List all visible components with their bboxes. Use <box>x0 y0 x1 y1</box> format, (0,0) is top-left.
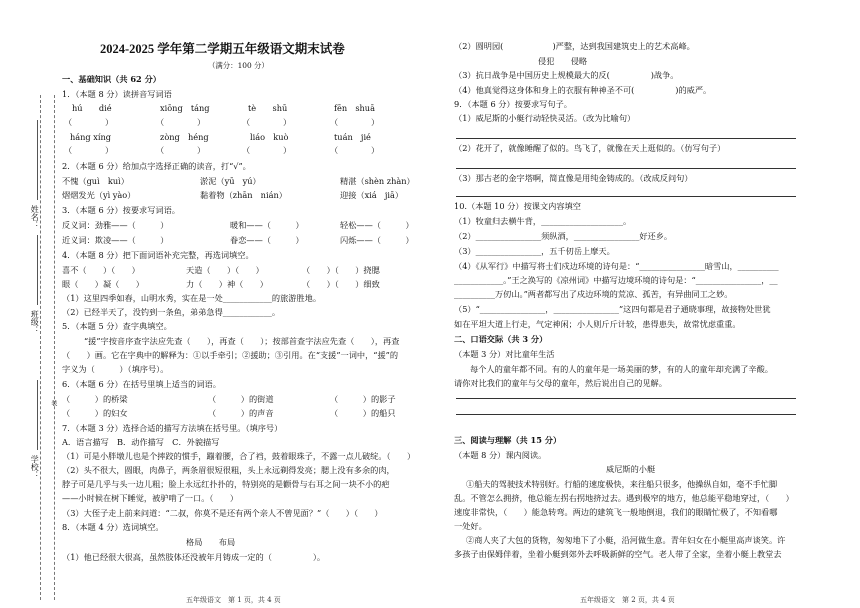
q9-item: （3）那古老的金字塔啊，简直像是用纯金铸成的。（改成反问句） <box>454 173 693 183</box>
q2-prompt: 2．（本题 6 分）给加点字选择正确的读音，打“√”。 <box>62 161 251 171</box>
q4-prompt: 4．（本题 8 分）把下面词语补充完整，再选词填空。 <box>62 250 254 260</box>
q3-item[interactable]: 闪烁——（ ） <box>340 235 414 245</box>
reading-prompt: （本题 8 分）课内阅读。 <box>454 450 547 460</box>
full-score: （满分：100 分） <box>208 61 269 70</box>
q2-item[interactable]: 不愧（guì kuì） <box>62 176 129 186</box>
q4-item[interactable]: 喜不（ ）（ ） <box>62 265 140 275</box>
q8-item[interactable]: （2）圆明园( )严整，达到我国建筑史上的艺术高峰。 <box>454 41 695 51</box>
reading-paragraph: 一处好。 <box>454 521 487 531</box>
q8-word-options: 侵犯 侵略 <box>538 56 588 66</box>
reading-paragraph: 多孩子由保姆伴着，坐着小艇到郊外去呼吸新鲜的空气。老人带了全家，坐着小艇上教堂去 <box>454 549 782 559</box>
exam-title: 2024-2025 学年第二学期五年级语文期末试卷 <box>100 42 345 56</box>
q2-item[interactable]: 黏着物（zhān nián） <box>200 190 287 200</box>
q10-item[interactable]: （4）《从军行》中描写将士们戍边环境的诗句是：“________________暗雪山，__________ <box>454 261 779 271</box>
q1-prompt: 1．（本题 8 分）读拼音写词语 <box>62 89 172 99</box>
name-label: 姓名： <box>30 205 40 229</box>
q2-item[interactable]: 熠熠发光（yì yào） <box>62 190 136 200</box>
q8-item[interactable]: （1）他已经很大很高，虽然肢体还没被年月铸成一定的（ ）。 <box>62 552 326 562</box>
page-footer: 五年级语文 第 2 页，共 4 页 <box>580 596 675 604</box>
q10-item[interactable]: （2）________________须纵酒，________________好还乡。 <box>454 231 673 241</box>
q5-text[interactable]: （ ）画。它在字典中的解释为：①以手牵引；②援助；③引用。在“支援”一词中，“援”的 <box>62 350 399 360</box>
reading-paragraph: ②商人夹了大包的货物，匆匆地下了小艇，沿河做生意。青年妇女在小艇里高声谈笑。许 <box>466 535 786 545</box>
school-underline <box>37 380 38 450</box>
q7-item[interactable]: （3）大侄子走上前来问道：“二叔，你莫不是还有两个亲人不曾见面？”（ ）（ ） <box>62 508 383 518</box>
q8-word-options: 格局 布局 <box>186 537 236 547</box>
q7-item: 脖子可是几乎与头一边儿粗；脸上永远红扑扑的，特别亮的是颧骨与右耳之间一块不小的疤 <box>62 479 390 489</box>
q7-item[interactable]: （2）头不很大，圆眼，肉鼻子，两条眉很短很粗，头上永远剃得发亮；腮上没有多余的肉， <box>62 465 395 475</box>
q3-item[interactable]: 暖和——（ ） <box>230 220 304 230</box>
oral-text: 请你对比我们的童年与父母的童年，然后说出自己的见解。 <box>454 378 667 388</box>
q10-item: 如在平坦大道上行走，气定神闲；小人则斤斤计较，患得患失，故常忧虑重重。 <box>454 319 741 329</box>
q1-pinyin: liáo kuò <box>250 132 289 142</box>
q3-item[interactable]: 反义词：劲雅——（ ） <box>62 220 169 230</box>
q4-sentence[interactable]: （1）这里四季如春，山明水秀，实在是一处____________的旅游胜地。 <box>62 293 322 303</box>
q4-item[interactable]: 天造（ ）（ ） <box>186 265 264 275</box>
q9-item: （2）花开了，就像睡醒了似的。鸟飞了，就像在天上逛似的。（仿写句子） <box>454 143 726 153</box>
q6-item[interactable]: （ ）的船只 <box>330 408 396 418</box>
q3-item[interactable]: 轻松——（ ） <box>340 220 414 230</box>
answer-line[interactable] <box>456 398 796 399</box>
q1-answer-box[interactable]: （ ） <box>64 145 114 155</box>
q2-item[interactable]: 迎接（xiá jiā） <box>340 190 404 200</box>
q8-item[interactable]: （3）抗日战争是中国历史上规模最大的反( )战争。 <box>454 70 679 80</box>
q1-answer-box[interactable]: （ ） <box>330 145 380 155</box>
class-underline <box>37 235 38 305</box>
q2-item[interactable]: 淤泥（yū yú） <box>200 176 261 186</box>
q6-item[interactable]: （ ）的妇女 <box>62 408 128 418</box>
seal-line-char: 装 <box>49 400 57 406</box>
reading-paragraph: ①船夫的驾驶技术特别好。行船的速度极快，来往船只很多，他操纵自如，毫不手忙脚 <box>466 479 778 489</box>
q1-pinyin: tuán jié <box>334 132 371 142</box>
q4-item[interactable]: （ ）（ ）挠腮 <box>302 265 380 275</box>
q1-answer-box[interactable]: （ ） <box>330 117 380 127</box>
page-footer: 五年级语文 第 1 页，共 4 页 <box>186 596 281 604</box>
q1-pinyin: fēn shuā <box>334 103 375 113</box>
q3-item[interactable]: 眷恋——（ ） <box>230 235 304 245</box>
reading-title: 威尼斯的小艇 <box>606 464 656 474</box>
q7-item[interactable]: （1）可是小胖墩儿也是个摔跤的惯手，蹦着腰，合了裆，鼓着眼珠子，不露一点儿破绽。（ ） <box>62 451 416 461</box>
q10-item[interactable]: （3）________________，五千仞岳上摩天。 <box>454 246 615 256</box>
section-3-heading: 三、阅读与理解（共 15 分） <box>454 435 562 445</box>
q1-pinyin: zòng héng <box>160 132 209 142</box>
q1-answer-box[interactable]: （ ） <box>156 145 206 155</box>
q1-answer-box[interactable]: （ ） <box>156 117 206 127</box>
q3-item[interactable]: 近义词：欺凌——（ ） <box>62 235 169 245</box>
q2-item[interactable]: 精湛（shèn zhàn） <box>340 176 415 186</box>
answer-line[interactable] <box>456 414 796 415</box>
binding-line-outer <box>40 95 41 600</box>
q10-prompt: 10.（本题 10 分）按课文内容填空 <box>454 201 581 211</box>
school-label: 学校： <box>30 455 40 479</box>
answer-line[interactable] <box>456 168 796 169</box>
q6-item[interactable]: （ ）的街道 <box>208 394 274 404</box>
q4-sentence[interactable]: （2）已经半天了，没钓到一条鱼，弟弟急得____________。 <box>62 307 281 317</box>
q10-item[interactable]: （5）“________________，________________”这四句都是君子通晓事理，故接物处世犹 <box>454 304 771 314</box>
section-2-heading: 二、口语交际（共 3 分） <box>454 334 548 344</box>
q5-prompt: 5．（本题 5 分）查字典填空。 <box>62 321 172 331</box>
class-label: 班级： <box>30 310 40 334</box>
q1-answer-box[interactable]: （ ） <box>64 117 114 127</box>
q7-options: A．语言描写 B．动作描写 C．外貌描写 <box>62 437 220 447</box>
q4-item[interactable]: （ ）（ ）细致 <box>302 279 380 289</box>
q8-item[interactable]: （4）他真觉得这身体和身上的衣服有种神圣不可( )的威严。 <box>454 85 712 95</box>
reading-paragraph[interactable]: 乱。不管怎么拥挤，他总能左拐右拐地挤过去。遇到极窄的地方，他总能平稳地穿过，（ ） <box>454 493 794 503</box>
name-underline <box>37 120 38 200</box>
q6-prompt: 6．（本题 6 分）在括号里填上适当的词语。 <box>62 379 221 389</box>
q1-pinyin: hú dié <box>72 103 112 113</box>
oral-prompt: （本题 3 分）对比童年生活 <box>454 349 555 359</box>
reading-paragraph[interactable]: 速度非常快，（ ）能急转弯。两边的建筑飞一般地倒退，我们的眼睛忙极了，不知看哪 <box>454 507 778 517</box>
answer-line[interactable] <box>456 138 796 139</box>
q10-item[interactable]: （1）牧童归去横牛背，____________________。 <box>454 216 632 226</box>
q9-prompt: 9．（本题 6 分）按要求写句子。 <box>454 99 572 109</box>
q3-prompt: 3．（本题 6 分）按要求写词语。 <box>62 205 180 215</box>
q1-pinyin: tè shū <box>248 103 288 113</box>
oral-text: 每个人的童年都不同。有的人的童年是一场美丽的梦，有的人的童年却充满了辛酸。 <box>470 364 773 374</box>
q7-prompt: 7．（本题 3 分）选择合适的描写方法填在括号里。（填序号） <box>62 423 283 433</box>
q5-text[interactable]: 字义为（ ）（填序号）。 <box>62 364 169 374</box>
answer-line[interactable] <box>456 196 796 197</box>
q10-item[interactable]: __________万仞山。”两者都写出了戍边环境的荒凉、孤苦，有异曲同工之妙。 <box>454 289 733 299</box>
q7-item[interactable]: ——小时候在树下睡觉，被驴啃了一口。（ ） <box>62 493 239 503</box>
q1-pinyin: háng xíng <box>70 132 112 142</box>
q1-answer-box[interactable]: （ ） <box>242 145 292 155</box>
q9-item: （1）威尼斯的小艇行动轻快灵活。（改为比喻句） <box>454 113 636 123</box>
binding-line-inner <box>54 95 55 600</box>
q8-prompt: 8．（本题 4 分）选词填空。 <box>62 522 164 532</box>
section-1-heading: 一、基础知识（共 62 分） <box>62 74 161 84</box>
q6-item[interactable]: （ ）的桥梁 <box>62 394 128 404</box>
q5-text[interactable]: “援”字按音序查字法应先查（ ），再查（ ）；按部首查字法应先查（ ），再查 <box>84 336 400 346</box>
q10-item[interactable]: ____________。”王之涣写的《凉州词》中描写边境环境的诗句是：“________________，__ <box>454 275 778 285</box>
q6-item[interactable]: （ ）的声音 <box>208 408 274 418</box>
q1-answer-box[interactable]: （ ） <box>242 117 292 127</box>
q6-item[interactable]: （ ）的影子 <box>330 394 396 404</box>
q4-item[interactable]: 眼（ ）凝（ ） <box>62 279 144 289</box>
q1-pinyin: xiōng táng <box>160 103 210 113</box>
q4-item[interactable]: 力（ ）神（ ） <box>186 279 268 289</box>
